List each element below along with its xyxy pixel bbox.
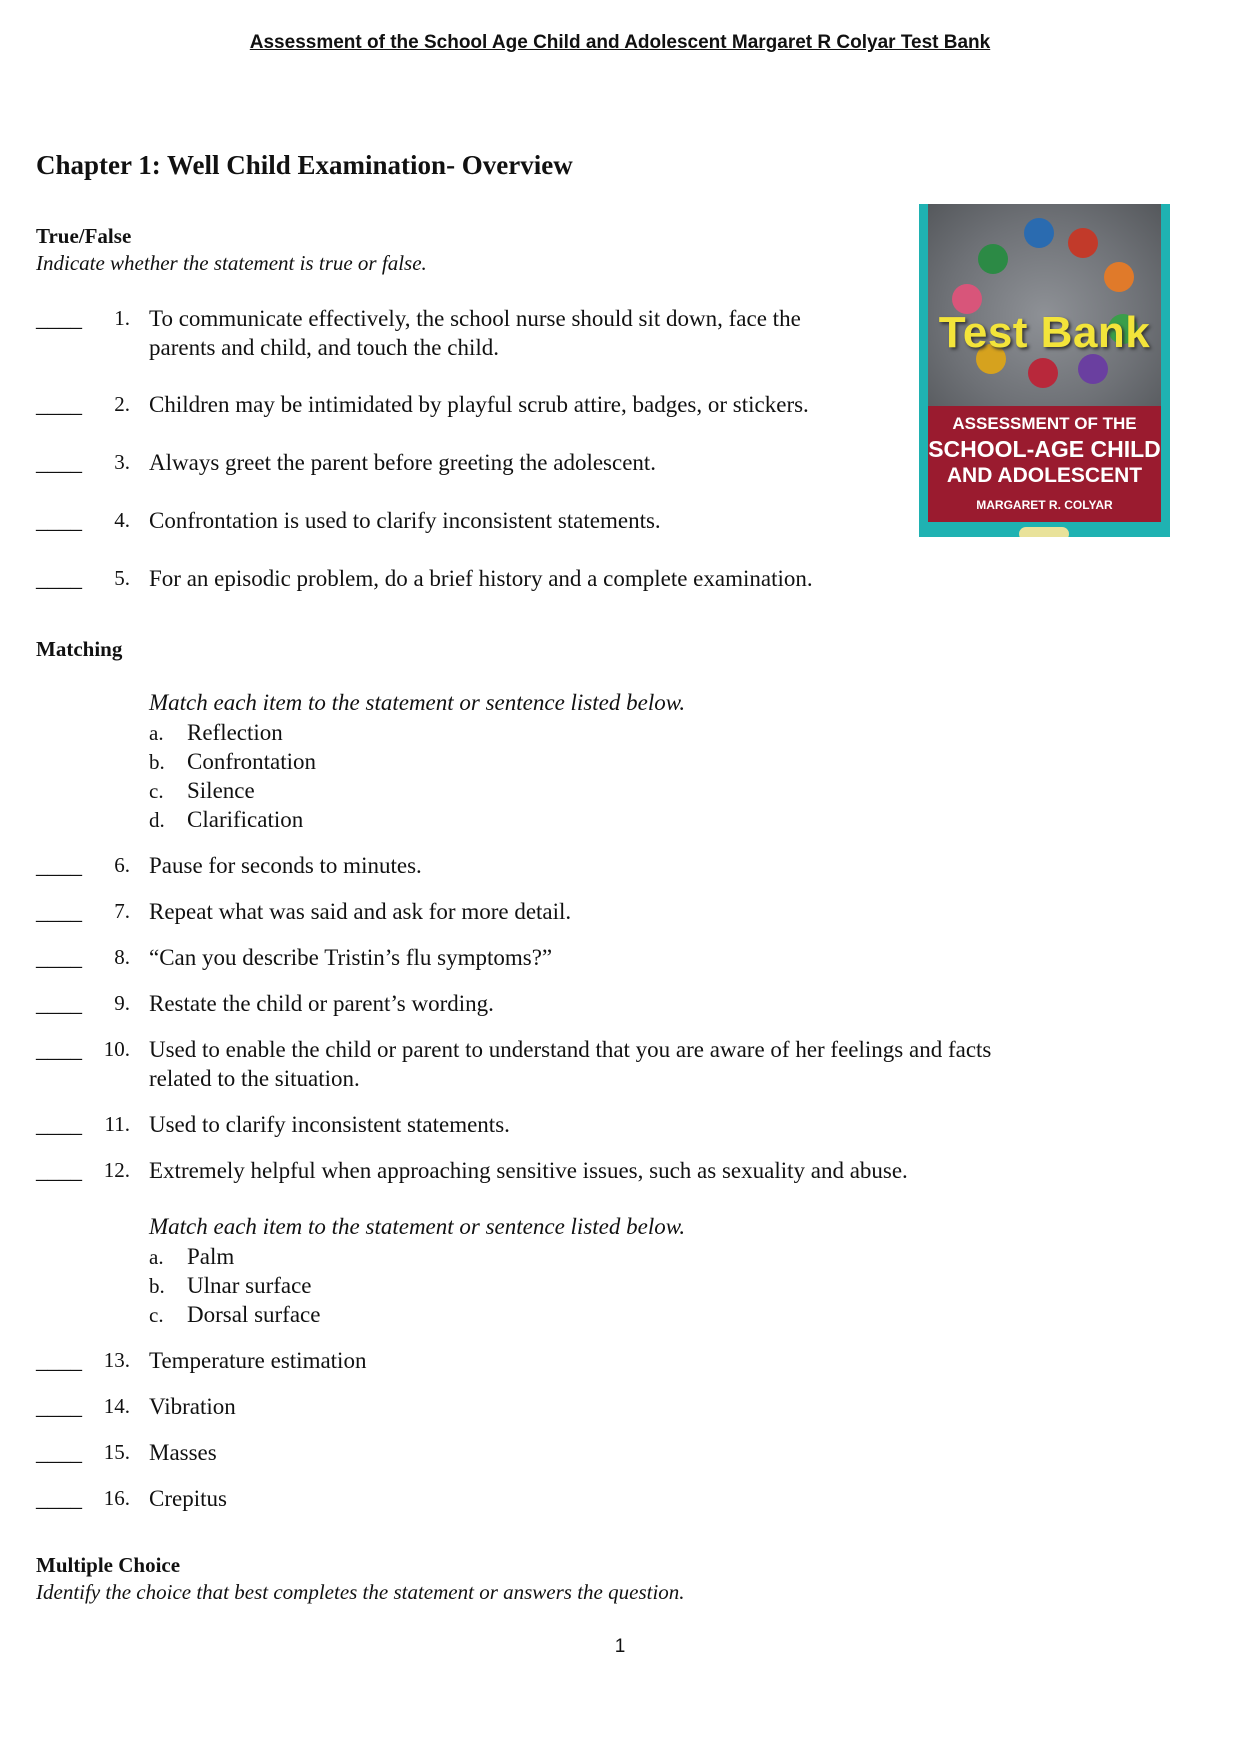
question-text: Confrontation is used to clarify inconsistent statements.: [149, 508, 661, 533]
question-number: 6.: [114, 853, 130, 877]
question-number: 11.: [104, 1112, 130, 1136]
chapter-title: Chapter 1: Well Child Examination- Overview: [36, 150, 573, 180]
question-number: 16.: [103, 1486, 130, 1510]
matching-option: b. Ulnar surface: [149, 1273, 312, 1298]
answer-blank[interactable]: ____: [36, 1158, 82, 1183]
answer-blank[interactable]: ____: [36, 1486, 82, 1511]
book-cover-image: [919, 204, 1170, 537]
question-number: 10.: [103, 1037, 130, 1061]
cover-title-line-3: AND ADOLESCENT: [946, 464, 1143, 487]
matching-option: c. Dorsal surface: [149, 1302, 321, 1327]
multiple-choice-title: Multiple Choice: [36, 1553, 181, 1577]
answer-blank[interactable]: ____: [36, 899, 82, 924]
answer-blank[interactable]: ____: [36, 1037, 82, 1062]
question-text: Repeat what was said and ask for more detail.: [149, 899, 572, 924]
matching-option: a. Palm: [149, 1244, 235, 1269]
document-header: Assessment of the School Age Child and Adolescent Margaret R Colyar Test Bank: [249, 32, 991, 53]
question-number: 4.: [114, 508, 130, 532]
question-number: 14.: [103, 1394, 130, 1418]
cover-title-line-1: ASSESSMENT OF THE: [952, 414, 1137, 433]
question-text: Vibration: [149, 1394, 236, 1419]
question-text: Always greet the parent before greeting the adolescent.: [149, 450, 657, 475]
answer-blank[interactable]: ____: [36, 566, 82, 591]
answer-blank[interactable]: ____: [36, 1394, 82, 1419]
question-text: Crepitus: [149, 1486, 227, 1511]
matching-option: c. Silence: [149, 778, 255, 803]
question-text: To communicate effectively, the school nurse should sit down, face the parents and child, and touch the child.: [149, 306, 801, 360]
question-number: 13.: [103, 1348, 130, 1372]
publisher-logo: [1019, 527, 1069, 537]
matching-instructions-1: Match each item to the statement or sentence listed below.: [149, 690, 686, 715]
question-text: Restate the child or parent’s wording.: [149, 991, 494, 1016]
question-text: Masses: [149, 1440, 217, 1465]
cover-author: MARGARET R. COLYAR: [976, 498, 1113, 512]
answer-blank[interactable]: ____: [36, 392, 82, 417]
cover-overlay-text: Test Bank: [938, 308, 1151, 357]
answer-blank[interactable]: ____: [36, 306, 82, 331]
answer-blank[interactable]: ____: [36, 1112, 82, 1137]
answer-blank[interactable]: ____: [36, 991, 82, 1016]
question-text: Pause for seconds to minutes.: [149, 853, 422, 878]
answer-blank[interactable]: ____: [36, 853, 82, 878]
matching-option: a. Reflection: [149, 720, 283, 745]
question-number: 5.: [114, 566, 130, 590]
question-text: “Can you describe Tristin’s flu symptoms?”: [149, 945, 553, 970]
matching-title: Matching: [36, 637, 123, 661]
question-text: Temperature estimation: [149, 1348, 367, 1373]
question-text: Children may be intimidated by playful scrub attire, badges, or stickers.: [149, 392, 809, 417]
answer-blank[interactable]: ____: [36, 945, 82, 970]
question-text: Extremely helpful when approaching sensitive issues, such as sexuality and abuse.: [149, 1158, 908, 1183]
cover-title-line-2: SCHOOL-AGE CHILD: [928, 436, 1161, 462]
question-number: 3.: [114, 450, 130, 474]
multiple-choice-instructions: Identify the choice that best completes the statement or answers the question.: [36, 1580, 685, 1604]
cover-photo: [928, 204, 1161, 406]
question-number: 12.: [103, 1158, 130, 1182]
question-text: Used to enable the child or parent to understand that you are aware of her feelings and facts related to the situation.: [149, 1037, 992, 1091]
question-number: 7.: [114, 899, 130, 923]
matching-instructions-2: Match each item to the statement or sentence listed below.: [149, 1214, 686, 1239]
answer-blank[interactable]: ____: [36, 1348, 82, 1373]
true-false-title: True/False: [36, 224, 132, 248]
matching-option: b. Confrontation: [149, 749, 317, 774]
page-number: 1: [614, 1636, 626, 1657]
question-number: 2.: [114, 392, 130, 416]
question-number: 1.: [114, 306, 130, 330]
question-number: 9.: [114, 991, 130, 1015]
question-number: 15.: [103, 1440, 130, 1464]
answer-blank[interactable]: ____: [36, 450, 82, 475]
answer-blank[interactable]: ____: [36, 508, 82, 533]
question-text: Used to clarify inconsistent statements.: [149, 1112, 510, 1137]
matching-option: d. Clarification: [149, 807, 304, 832]
true-false-instructions: Indicate whether the statement is true or false.: [36, 251, 427, 275]
answer-blank[interactable]: ____: [36, 1440, 82, 1465]
cover-title-band: [928, 406, 1161, 522]
question-number: 8.: [114, 945, 130, 969]
question-text: For an episodic problem, do a brief history and a complete examination.: [149, 566, 813, 591]
